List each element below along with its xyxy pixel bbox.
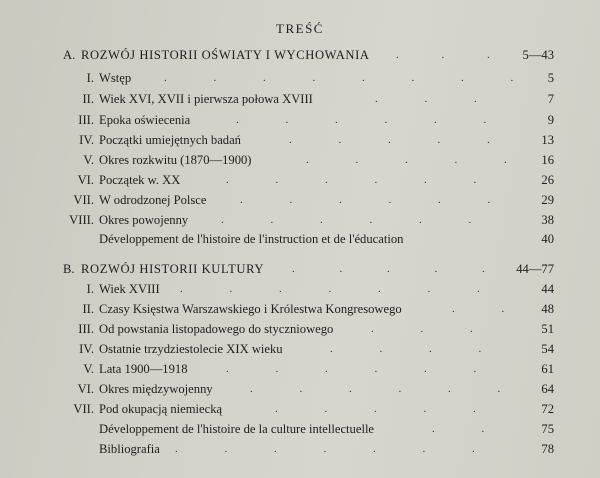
entry-page: 5 — [547, 71, 554, 85]
toc-entry — [0, 402, 600, 420]
dot-leader: . . . — [396, 49, 510, 61]
entry-number: VI. — [77, 382, 94, 396]
page-title: TREŚĆ — [276, 21, 324, 36]
entry-page: 29 — [541, 193, 554, 207]
dot-leader: . . . . . — [289, 134, 512, 146]
toc-entry — [0, 282, 600, 300]
entry-page: 51 — [541, 322, 554, 336]
entry-number: VII. — [73, 193, 94, 207]
toc-entry — [0, 302, 600, 320]
entry-title: Epoka oświecenia — [99, 113, 191, 127]
entry-number: IV. — [79, 133, 94, 147]
dot-leader: . . — [432, 423, 507, 435]
entry-page: 7 — [547, 92, 554, 106]
toc-entry — [0, 113, 600, 131]
entry-page: 16 — [541, 153, 554, 167]
dot-leader: . . . . . . — [226, 174, 499, 186]
dot-leader: . . . . . . — [226, 363, 499, 375]
entry-number: VI. — [77, 173, 94, 187]
entry-number: II. — [82, 302, 94, 316]
dot-leader: . . . — [375, 93, 499, 105]
entry-page: 48 — [541, 302, 554, 316]
toc-entry — [0, 92, 600, 110]
entry-number: VII. — [73, 402, 94, 416]
toc-entry — [0, 213, 600, 231]
dot-leader: . . . . . — [275, 403, 498, 415]
entry-number: I. — [86, 71, 94, 85]
section-title: ROZWÓJ HISTORII OŚWIATY I WYCHOWANIA — [81, 48, 370, 62]
toc-entry — [0, 71, 600, 89]
entry-title: Początki umiejętnych badań — [99, 133, 241, 147]
toc-entry — [0, 193, 600, 211]
entry-title: Okres powojenny — [99, 213, 189, 227]
entry-page: 64 — [541, 382, 554, 396]
entry-page: 40 — [541, 232, 554, 246]
entry-number: V. — [83, 153, 94, 167]
entry-number: IV. — [79, 342, 94, 356]
entry-page: 54 — [541, 342, 554, 356]
entry-page: 38 — [541, 213, 554, 227]
entry-title: Développement de l'histoire de l'instruction et de l'éducation — [99, 232, 404, 246]
entry-title: Od powstania listopadowego do styczniowego — [99, 322, 334, 336]
entry-page: 78 — [541, 442, 554, 456]
entry-number: III. — [78, 113, 94, 127]
section-title: ROZWÓJ HISTORII KULTURY — [81, 262, 265, 276]
entry-title: Pod okupacją niemiecką — [99, 402, 223, 416]
toc-entry — [0, 382, 600, 400]
entry-title: Początek w. XX — [99, 173, 181, 187]
entry-page: 72 — [541, 402, 554, 416]
dot-leader: . . . . . — [292, 263, 506, 275]
toc-entry — [0, 362, 600, 380]
toc-entry — [0, 442, 600, 460]
entry-title: W odrodzonej Polsce — [99, 193, 207, 207]
entry-title: Wstęp — [99, 71, 132, 85]
section-pages: 5—43 — [522, 48, 554, 62]
entry-title: Wiek XVI, XVII i pierwsza połowa XVIII — [99, 92, 313, 106]
toc-entry — [0, 173, 600, 191]
dot-leader: . . . . . . — [250, 383, 523, 395]
dot-leader: . . . — [371, 323, 495, 335]
entry-page: 44 — [541, 282, 554, 296]
dot-leader: . . . . . — [306, 154, 529, 166]
entry-number: V. — [83, 362, 94, 376]
entry-page: 26 — [541, 173, 554, 187]
entry-page: 13 — [541, 133, 554, 147]
section-b-heading — [0, 262, 600, 280]
entry-number: II. — [82, 92, 94, 106]
entry-number: III. — [78, 322, 94, 336]
section-a-heading — [0, 48, 600, 66]
dot-leader: . . . . . . . — [180, 283, 502, 295]
entry-title: Okres międzywojenny — [99, 382, 213, 396]
toc-entry — [0, 232, 600, 250]
dot-leader: . . . . . . — [240, 194, 513, 206]
dot-leader: . . . . . . . . — [164, 72, 536, 84]
dot-leader: . . . . — [330, 343, 504, 355]
toc-entry — [0, 153, 600, 171]
entry-page: 9 — [547, 113, 554, 127]
entry-title: Wiek XVIII — [99, 282, 160, 296]
dot-leader: . . — [452, 303, 527, 315]
entry-page: 61 — [541, 362, 554, 376]
entry-title: Czasy Księstwa Warszawskiego i Królestwa Kongresowego — [99, 302, 402, 316]
entry-title: Okres rozkwitu (1870—1900) — [99, 153, 252, 167]
entry-title: Ostatnie trzydziestolecie XIX wieku — [99, 342, 283, 356]
entry-number: VIII. — [69, 213, 94, 227]
entry-title: Lata 1900—1918 — [99, 362, 188, 376]
section-letter: A. — [63, 48, 76, 62]
toc-entry — [0, 133, 600, 151]
toc-entry — [0, 422, 600, 440]
dot-leader: . . . . . . — [221, 214, 494, 226]
dot-leader: . . . . . . — [236, 114, 509, 126]
entry-title: Développement de l'histoire de la culture intellectuelle — [99, 422, 375, 436]
entry-number: I. — [86, 282, 94, 296]
entry-page: 75 — [541, 422, 554, 436]
entry-title: Bibliografia — [99, 442, 160, 456]
toc-entry — [0, 322, 600, 340]
toc-entry — [0, 342, 600, 360]
dot-leader: . . . . . . . — [175, 443, 497, 455]
section-letter: B. — [63, 262, 75, 276]
section-pages: 44—77 — [516, 262, 554, 276]
